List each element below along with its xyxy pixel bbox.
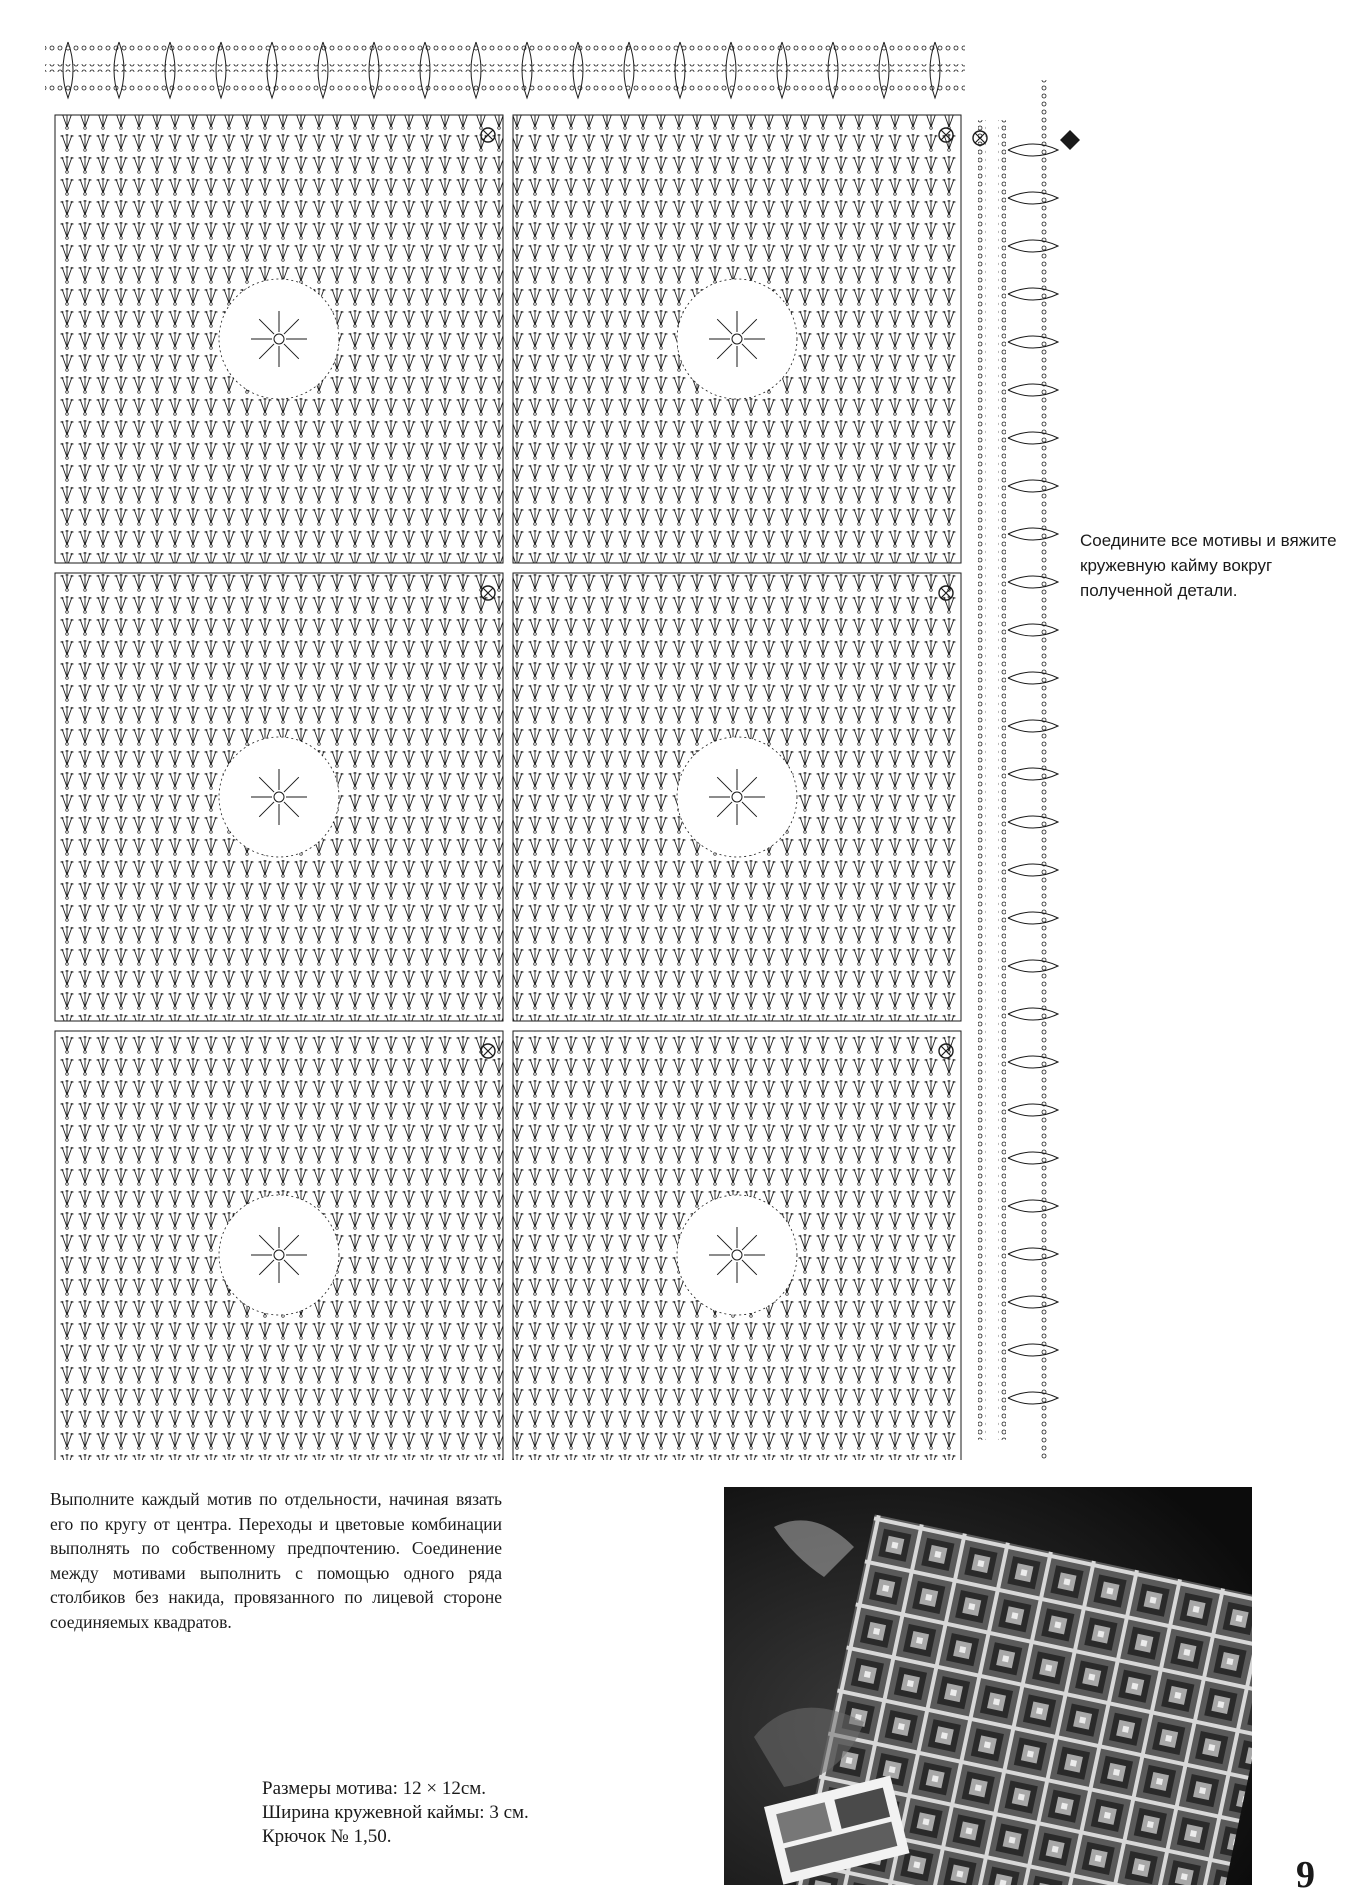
border-shell — [1008, 1152, 1058, 1164]
motif-center — [677, 1195, 797, 1315]
join-border-note: Соедините все мотивы и вяжите кружевную кайму вокруг полученной детали. — [1080, 531, 1337, 600]
border-shell — [1008, 144, 1058, 156]
border-shell — [1008, 384, 1058, 396]
border-shell — [1008, 672, 1058, 684]
border-shell — [1008, 288, 1058, 300]
border-shell — [1008, 624, 1058, 636]
afghan-photo-image — [724, 1487, 1252, 1885]
crochet-chart-svg — [40, 20, 1080, 1460]
border-shell — [1008, 192, 1058, 204]
border-shell — [1008, 720, 1058, 732]
border-shell — [1008, 816, 1058, 828]
afghan-photo — [724, 1487, 1252, 1885]
border-shell — [1008, 1296, 1058, 1308]
motif-center — [219, 279, 339, 399]
border-shell — [1008, 528, 1058, 540]
border-shell — [1008, 1248, 1058, 1260]
instructions-text: Выполните каждый мотив по отдельности, начиная вязать его по кругу от центра. Переходы и цветовые комбинации выполнять по собственному предпочтению. Соединение между мотивами выполнить с помощью одного ряда столбиков без накида, провязанного по лицевой стороне соединяемых квадратов. — [50, 1489, 502, 1632]
border-shell — [1008, 1344, 1058, 1356]
border-shell — [1008, 912, 1058, 924]
motif-center — [219, 1195, 339, 1315]
border-shell — [1008, 432, 1058, 444]
border-shell — [1008, 480, 1058, 492]
border-shell — [1008, 864, 1058, 876]
border-shell — [1008, 960, 1058, 972]
motif-center — [677, 279, 797, 399]
motif-grid — [55, 115, 961, 1460]
right-lace-border — [978, 80, 1058, 1460]
page-number: 9 — [1296, 1854, 1315, 1896]
hook-size: Крючок № 1,50. — [262, 1826, 392, 1847]
border-shell — [1008, 1200, 1058, 1212]
border-shell — [1008, 768, 1058, 780]
top-lace-border — [45, 42, 965, 98]
specifications — [262, 1777, 529, 1849]
motif-center — [219, 737, 339, 857]
border-shell — [1008, 1056, 1058, 1068]
border-shell — [1008, 336, 1058, 348]
motif-center — [677, 737, 797, 857]
start-marker-icon — [1060, 130, 1080, 150]
motif-size: Размеры мотива: 12 × 12см. — [262, 1778, 487, 1799]
crochet-diagram — [40, 20, 1080, 1460]
border-shell — [1008, 1008, 1058, 1020]
border-shell — [1008, 576, 1058, 588]
border-shell — [1008, 240, 1058, 252]
border-shell — [1008, 1104, 1058, 1116]
border-width: Ширина кружевной каймы: 3 см. — [262, 1802, 529, 1823]
border-shell — [1008, 1392, 1058, 1404]
